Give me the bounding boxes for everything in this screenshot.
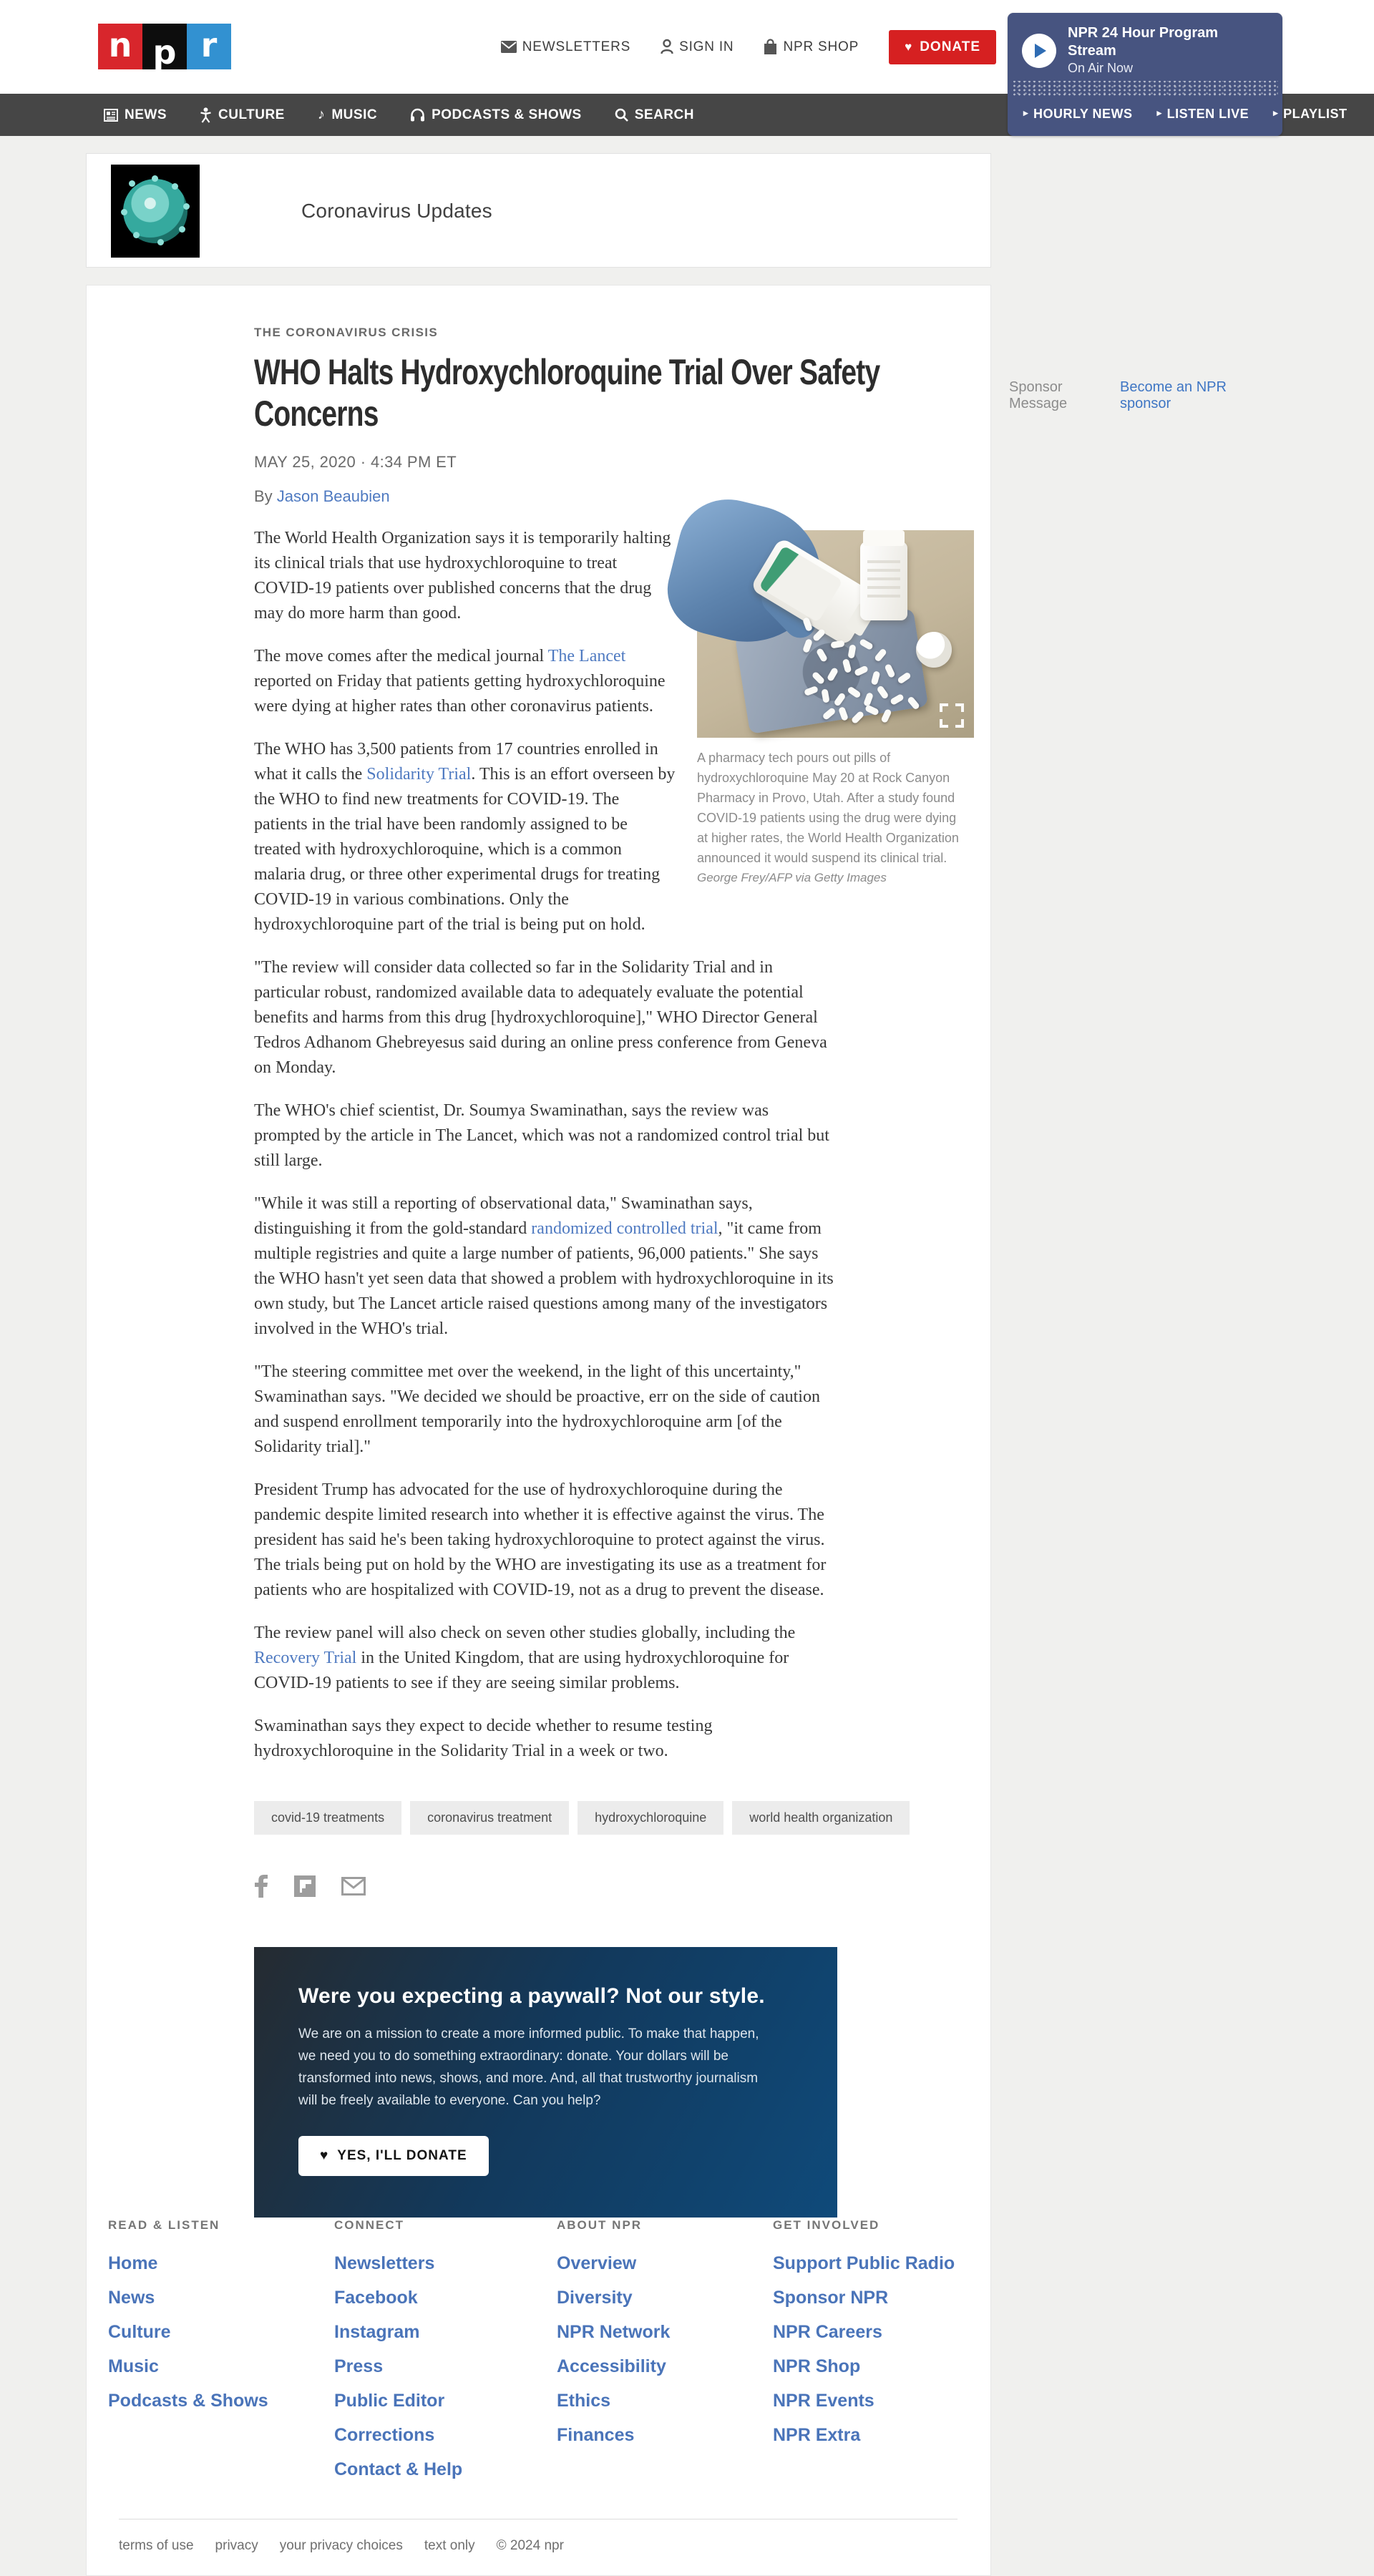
npr-logo-p-block: p (142, 24, 187, 69)
paywall-donate-label: YES, I'LL DONATE (337, 2148, 467, 2163)
play-button[interactable] (1022, 34, 1056, 68)
newspaper-icon (104, 109, 118, 122)
play-icon (1035, 44, 1046, 58)
nav-item-music[interactable]: ♪ MUSIC (317, 106, 378, 122)
footer-column-heading: CONNECT (334, 2218, 405, 2232)
footer-link-diversity[interactable]: Diversity (557, 2288, 633, 2308)
article-paragraph: The move comes after the medical journal The Lancet reported on Friday that patients getting hydroxychloroquine were dying at higher rates than other coronavirus patients. (254, 647, 666, 716)
legal-link-privacy[interactable]: privacy (215, 2538, 258, 2553)
article-paragraph: President Trump has advocated for the use of hydroxychloroquine during the pandemic despite limited research into whether it is effective against the virus. The president has said he's been taking hydroxychloroquine to protect against the virus. The trials being put on hold by the WHO are investigating its use as a treatment for patients who are hospitalized with COVID-19, not as a drug to prevent the disease. (254, 1480, 827, 1599)
footer-link-contact-help[interactable]: Contact & Help (334, 2459, 463, 2479)
article-paragraph: The World Health Organization says it is temporarily halting its clinical trials that use hydroxychloroquine to treat COVID-19 patients over published concerns that the drug may do more harm than good. (254, 529, 671, 623)
header-link-npr-shop[interactable]: NPR SHOP (764, 39, 859, 55)
live-link-hourly-news[interactable]: ▸ HOURLY NEWS (1023, 106, 1133, 121)
footer-column-get-involved (773, 2218, 970, 2493)
headphones-icon (410, 108, 425, 122)
article-paragraph: "The steering committee met over the weekend, in the light of this uncertainty," Swaminathan says. "We decided we should be proactive, err on the side of caution and suspend enrollment temporarily into the hydroxychloroquine arm [of the Solidarity trial]." (254, 1362, 820, 1456)
series-title[interactable]: Coronavirus Updates (301, 200, 492, 222)
footer-link-home[interactable]: Home (108, 2253, 158, 2273)
legal-link-text-only[interactable]: text only (424, 2538, 475, 2553)
player-stream-status: On Air Now (1068, 61, 1134, 75)
virus-image (123, 179, 187, 243)
footer-link-support-public-radio[interactable]: Support Public Radio (773, 2253, 955, 2273)
expand-image-icon[interactable] (938, 702, 965, 729)
paywall-body: We are on a mission to create a more informed public. To make that happen, we need you to do something extraordinary: donate. Your dollars will be transformed into news, shows, and more. And, all that trustworthy journalism will be freely available to everyone. Can you help? (298, 2026, 759, 2108)
photo-caption: A pharmacy tech pours out pills of hydroxychloroquine May 20 at Rock Canyon Pharmacy in Provo, Utah. After a study found COVID-19 patients using the drug were dying at higher rates, the World Health Organization announced it would suspend its clinical trial. (697, 751, 959, 865)
npr-logo-n-block: n (98, 24, 142, 69)
main-nav-items (104, 94, 694, 136)
paywall-title: Were you expecting a paywall? Not our style. (298, 1984, 765, 2008)
footer-link-corrections[interactable]: Corrections (334, 2425, 435, 2445)
footer-link-newsletters[interactable]: Newsletters (334, 2253, 435, 2273)
photo-credit: George Frey/AFP via Getty Images (697, 871, 887, 884)
tag-pill[interactable]: covid-19 treatments (254, 1801, 401, 1835)
footer-link-finances[interactable]: Finances (557, 2425, 635, 2445)
footer-link-press[interactable]: Press (334, 2356, 384, 2376)
inline-link[interactable]: randomized controlled trial (531, 1219, 718, 1238)
tag-pill[interactable]: coronavirus treatment (410, 1801, 569, 1835)
heart-icon: ♥ (320, 2148, 329, 2163)
footer-link-culture[interactable]: Culture (108, 2322, 171, 2342)
article-paragraph: "While it was still a reporting of observational data," Swaminathan says, distinguishing it from the gold-standard randomized controlled trial, "it came from multiple registries and quite a large number of patients, 96,000 patients." She says the WHO hasn't yet seen data that showed a problem with hydroxychloroquine in its own study, but The Lancet article raised questions among many of the investigators involved in the WHO's trial. (254, 1194, 834, 1338)
footer-link-news[interactable]: News (108, 2288, 155, 2308)
footer-column-heading: GET INVOLVED (773, 2218, 880, 2232)
person-icon (661, 39, 673, 54)
footer-link-instagram[interactable]: Instagram (334, 2322, 420, 2342)
coronavirus-thumbnail[interactable] (111, 165, 200, 258)
live-player-widget (1008, 13, 1348, 136)
footer-link-npr-network[interactable]: NPR Network (557, 2322, 671, 2342)
footer-link-npr-shop[interactable]: NPR Shop (773, 2356, 861, 2376)
article-date: MAY 25, 2020 · 4:34 PM ET (254, 453, 457, 471)
culture-icon (200, 107, 212, 123)
footer-link-podcasts-shows[interactable]: Podcasts & Shows (108, 2391, 268, 2411)
live-link-listen-live[interactable]: ▸ LISTEN LIVE (1156, 106, 1249, 121)
article-paragraph: "The review will consider data collected so far in the Solidarity Trial and in particular robust, randomized available data to adequately evaluate the potential benefits and harms from this drug [hydroxychloroquine]," WHO Director General Tedros Adhanom Ghebreyesus said during an online press conference from Geneva on Monday. (254, 958, 827, 1077)
inline-link[interactable]: Recovery Trial (254, 1649, 357, 1667)
footer-column-about-npr (557, 2218, 773, 2493)
copyright-text: © 2024 npr (496, 2538, 564, 2553)
article-paragraph: The review panel will also check on seven other studies globally, including the Recovery Trial in the United Kingdom, that are using hydroxychloroquine for COVID-19 patients to see if they are seeing similar problems. (254, 1624, 796, 1692)
author-link[interactable]: Jason Beaubien (276, 487, 390, 505)
article-byline (254, 487, 974, 506)
donate-button-label: DONATE (920, 39, 980, 54)
nav-item-search[interactable]: SEARCH (615, 107, 694, 123)
flipboard-icon[interactable] (294, 1875, 316, 1901)
sponsor-rail (1009, 379, 1275, 412)
footer-column-heading: READ & LISTEN (108, 2218, 220, 2232)
donate-button[interactable] (889, 30, 996, 64)
search-icon (615, 108, 628, 122)
tag-pill[interactable]: hydroxychloroquine (578, 1801, 723, 1835)
article-paragraph: Swaminathan says they expect to decide whether to resume testing hydroxychloroquine in the Solidarity Trial in a week or two. (254, 1717, 713, 1760)
footer-link-public-editor[interactable]: Public Editor (334, 2391, 445, 2411)
article-card (86, 285, 991, 2576)
npr-logo[interactable] (98, 24, 231, 72)
play-triangle-icon: ▸ (1156, 107, 1162, 119)
site-footer (87, 2218, 990, 2575)
play-triangle-icon: ▸ (1273, 107, 1279, 119)
article-body (254, 526, 974, 1764)
inline-link[interactable]: Solidarity Trial (366, 765, 472, 784)
live-player-play-area[interactable] (1008, 13, 1282, 81)
header-utility-links (501, 0, 996, 94)
facebook-icon[interactable] (254, 1875, 268, 1901)
article-figure (697, 530, 974, 885)
paywall-promo (254, 1947, 837, 2218)
legal-links-row (119, 2538, 990, 2554)
header-link-newsletters[interactable]: NEWSLETTERS (501, 39, 630, 55)
live-link-playlist[interactable]: ▸ PLAYLIST (1273, 106, 1348, 121)
tag-pill[interactable]: world health organization (732, 1801, 910, 1835)
footer-link-facebook[interactable]: Facebook (334, 2288, 418, 2308)
nav-item-podcasts-shows[interactable]: PODCASTS & SHOWS (410, 107, 582, 123)
footer-link-npr-extra[interactable]: NPR Extra (773, 2425, 861, 2445)
envelope-icon (501, 41, 517, 53)
music-note-icon: ♪ (317, 106, 326, 122)
waveform-decoration (1012, 81, 1278, 97)
heart-icon: ♥ (905, 40, 913, 54)
article-kicker[interactable]: THE CORONAVIRUS CRISIS (254, 326, 439, 339)
share-row (254, 1875, 974, 1901)
article-paragraph: The WHO has 3,500 patients from 17 countries enrolled in what it calls the Solidarity Trial. This is an effort overseen by the WHO to find new treatments for COVID-19. The patients in the trial have been randomly assigned to be treated with hydroxychloroquine, which is a common malaria drug, or three other experimental drugs for treating COVID-19 in various combinations. Only the hydroxychloroquine part of the trial is being put on hold. (254, 740, 676, 934)
email-icon[interactable] (341, 1877, 366, 1899)
footer-link-npr-events[interactable]: NPR Events (773, 2391, 874, 2411)
paywall-donate-button[interactable] (298, 2136, 489, 2176)
nav-item-news[interactable]: NEWS (104, 107, 167, 123)
sponsor-message-label: Sponsor Message (1009, 379, 1068, 411)
article-paragraph: The WHO's chief scientist, Dr. Soumya Swaminathan, says the review was prompted by the article in The Lancet, which was not a randomized control trial but still large. (254, 1101, 829, 1170)
upright-bottle-graphic (860, 542, 907, 620)
live-links-row (1008, 97, 1348, 131)
play-triangle-icon: ▸ (1023, 107, 1029, 119)
footer-column-read-listen (108, 2218, 334, 2493)
article-photo[interactable] (697, 530, 974, 738)
legal-link-terms-of-use[interactable]: terms of use (119, 2538, 194, 2553)
footer-link-overview[interactable]: Overview (557, 2253, 637, 2273)
bottle-cap-graphic (916, 632, 952, 668)
header-link-sign-in[interactable]: SIGN IN (661, 39, 734, 55)
footer-link-ethics[interactable]: Ethics (557, 2391, 611, 2411)
player-stream-title: NPR 24 Hour Program Stream (1068, 25, 1219, 59)
bag-icon (764, 39, 777, 55)
inline-link[interactable]: The Lancet (547, 647, 626, 665)
npr-logo-r-block: r (187, 24, 231, 69)
footer-column-heading: ABOUT NPR (557, 2218, 643, 2232)
footer-link-npr-careers[interactable]: NPR Careers (773, 2322, 882, 2342)
footer-link-accessibility[interactable]: Accessibility (557, 2356, 666, 2376)
legal-link-your-privacy-choices[interactable]: your privacy choices (279, 2538, 403, 2553)
footer-link-sponsor-npr[interactable]: Sponsor NPR (773, 2288, 889, 2308)
nav-item-culture[interactable]: CULTURE (200, 107, 285, 123)
footer-column-connect (334, 2218, 557, 2493)
byline-prefix: By (254, 487, 277, 505)
series-banner[interactable] (86, 153, 991, 268)
footer-link-music[interactable]: Music (108, 2356, 159, 2376)
article-title: WHO Halts Hydroxychloroquine Trial Over Safety Concerns (254, 352, 880, 434)
footer-columns (108, 2218, 970, 2493)
become-sponsor-link[interactable]: Become an NPR sponsor (1120, 379, 1227, 411)
article-tags (254, 1801, 974, 1835)
